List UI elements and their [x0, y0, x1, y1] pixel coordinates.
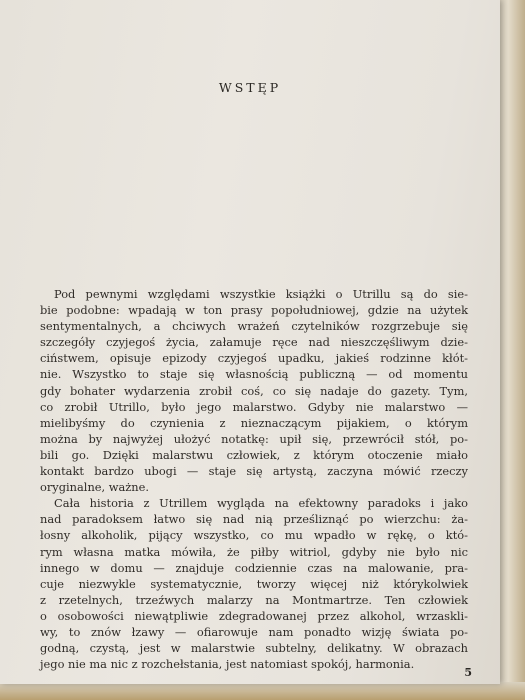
text-line: co zrobił Utrillo, było jego malarstwo. Gdyby nie malarstwo —	[40, 399, 468, 414]
text-line: Pod pewnymi względami wszystkie książki o Utrillu są do sie-	[54, 287, 468, 301]
text-line: ciństwem, opisuje epizody czyjegoś upadku, jakieś rodzinne kłót-	[40, 351, 468, 366]
text-line: nie. Wszystko to staje się własnością publiczną — od momentu	[40, 367, 468, 382]
chapter-title: WSTĘP	[218, 80, 282, 95]
text-line: sentymentalnych, a chciwych wrażeń czytelników rozgrzebuje się	[40, 319, 468, 334]
text-line: mielibyśmy do czynienia z nieznaczącym pijakiem, o którym	[40, 415, 468, 430]
text-line: godną, czystą, jest w malarstwie subtelny, delikatny. W obrazach	[40, 641, 468, 656]
paragraph-1	[40, 286, 468, 495]
text-line: Cała historia z Utrillem wygląda na efektowny paradoks i jako	[54, 496, 468, 511]
text-line: łosny alkoholik, pijący wszystko, co mu wpadło w rękę, o któ-	[40, 528, 468, 543]
body-text	[40, 286, 468, 672]
text-line: rym własna matka mówiła, że piłby witriol, gdyby nie było nic	[40, 544, 468, 559]
paragraph-2	[40, 495, 468, 672]
text-line: z rzetelnych, trzeźwych malarzy na Montmartrze. Ten człowiek	[40, 592, 468, 607]
text-line: cuje niezwykle systematycznie, tworzy więcej niż którykolwiek	[40, 576, 468, 591]
text-line: można by najwyżej ułożyć notatkę: upił się, przewrócił stół, po-	[40, 431, 468, 446]
text-line: jego nie ma nic z rozchełstania, jest natomiast spokój, harmonia.	[40, 657, 415, 672]
text-line: wy, to znów łzawy — ofiarowuje nam ponadto wizję świata po-	[40, 624, 468, 639]
page-stack-edge	[497, 0, 525, 700]
page-bottom-edge	[0, 682, 525, 700]
text-line: gdy bohater wydarzenia zrobił coś, co się nadaje do gazety. Tym,	[40, 383, 468, 398]
page-number: 5	[464, 666, 472, 679]
text-line: nad paradoksem łatwo się nad nią prześliznąć po wierzchu: ża-	[40, 512, 468, 527]
text-line: bie podobne: wpadają w ton prasy popołudniowej, gdzie na użytek	[40, 303, 468, 318]
text-line: innego w domu — znajduje codziennie czas na malowanie, pra-	[40, 560, 468, 575]
text-line: bili go. Dzięki malarstwu człowiek, z którym otoczenie miało	[40, 447, 468, 462]
text-line: oryginalne, ważne.	[40, 480, 150, 495]
text-line: szczegóły czyjegoś życia, załamuje ręce nad nieszczęśliwym dzie-	[40, 335, 468, 350]
text-line: kontakt bardzo ubogi — staje się artystą, zaczyna mówić rzeczy	[40, 464, 468, 479]
text-line: o osobowości niewątpliwie zdegradowanej przez alkohol, wrzaskli-	[40, 608, 468, 623]
